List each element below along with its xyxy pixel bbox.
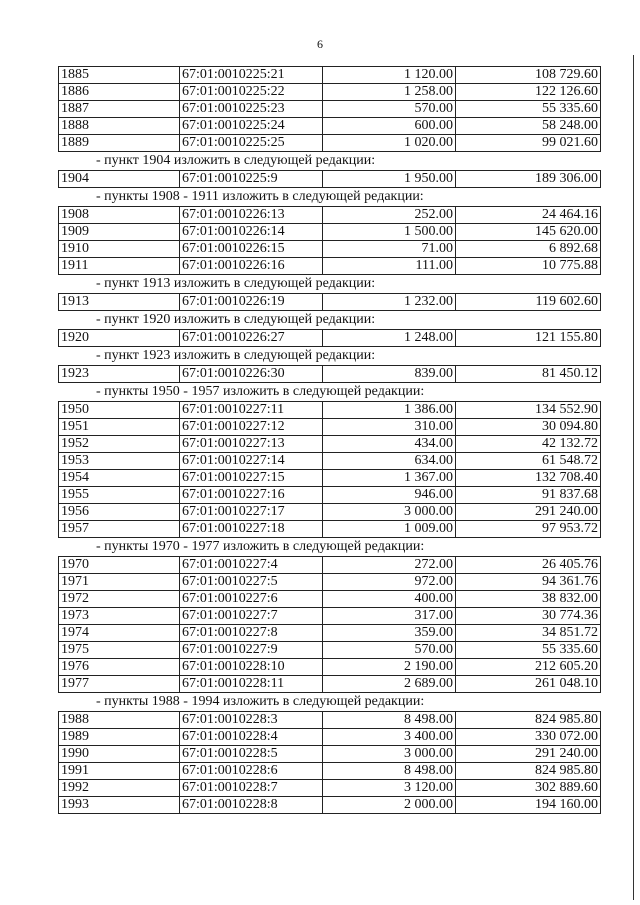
amendment-note: - пункты 1908 - 1911 изложить в следующей редакции: — [96, 189, 424, 204]
area-cell: 400.00 — [323, 591, 456, 608]
table-row — [59, 171, 601, 188]
cost-cell: 6 892.68 — [456, 241, 601, 258]
item-number-cell: 1972 — [59, 591, 180, 608]
area-cell: 1 248.00 — [323, 330, 456, 347]
cost-cell: 194 160.00 — [456, 797, 601, 814]
area-cell: 839.00 — [323, 366, 456, 383]
document-body — [58, 66, 601, 814]
land-plots-table — [58, 329, 601, 347]
cost-cell: 97 953.72 — [456, 521, 601, 538]
cost-cell: 122 126.60 — [456, 84, 601, 101]
item-number-cell: 1971 — [59, 574, 180, 591]
cadastral-number-cell: 67:01:0010227:16 — [180, 487, 323, 504]
table-row — [59, 780, 601, 797]
item-number-cell: 1975 — [59, 642, 180, 659]
cost-cell: 291 240.00 — [456, 504, 601, 521]
cadastral-number-cell: 67:01:0010228:4 — [180, 729, 323, 746]
table-row — [59, 574, 601, 591]
cadastral-number-cell: 67:01:0010227:8 — [180, 625, 323, 642]
land-plots-table — [58, 206, 601, 275]
cost-cell: 58 248.00 — [456, 118, 601, 135]
item-number-cell: 1954 — [59, 470, 180, 487]
cadastral-number-cell: 67:01:0010226:13 — [180, 207, 323, 224]
cost-cell: 302 889.60 — [456, 780, 601, 797]
area-cell: 946.00 — [323, 487, 456, 504]
item-number-cell: 1977 — [59, 676, 180, 693]
cost-cell: 55 335.60 — [456, 101, 601, 118]
cadastral-number-cell: 67:01:0010226:27 — [180, 330, 323, 347]
table-row — [59, 241, 601, 258]
amendment-note: - пункт 1920 изложить в следующей редакции: — [96, 312, 376, 327]
cadastral-number-cell: 67:01:0010228:8 — [180, 797, 323, 814]
table-row — [59, 294, 601, 311]
table-row — [59, 642, 601, 659]
area-cell: 1 258.00 — [323, 84, 456, 101]
item-number-cell: 1991 — [59, 763, 180, 780]
cadastral-number-cell: 67:01:0010227:5 — [180, 574, 323, 591]
area-cell: 8 498.00 — [323, 712, 456, 729]
table-row — [59, 557, 601, 574]
table-row — [59, 797, 601, 814]
table-row — [59, 746, 601, 763]
area-cell: 71.00 — [323, 241, 456, 258]
item-number-cell: 1913 — [59, 294, 180, 311]
amendment-note: - пункты 1970 - 1977 изложить в следующей редакции: — [96, 539, 425, 554]
table-row — [59, 118, 601, 135]
land-plots-table — [58, 365, 601, 383]
cadastral-number-cell: 67:01:0010228:11 — [180, 676, 323, 693]
cost-cell: 34 851.72 — [456, 625, 601, 642]
table-row — [59, 366, 601, 383]
amendment-note: - пункт 1913 изложить в следующей редакции: — [96, 276, 376, 291]
cost-cell: 30 774.36 — [456, 608, 601, 625]
amendment-note: - пункт 1904 изложить в следующей редакции: — [96, 153, 376, 168]
table-row — [59, 659, 601, 676]
cost-cell: 55 335.60 — [456, 642, 601, 659]
area-cell: 8 498.00 — [323, 763, 456, 780]
item-number-cell: 1888 — [59, 118, 180, 135]
cadastral-number-cell: 67:01:0010227:12 — [180, 419, 323, 436]
area-cell: 2 689.00 — [323, 676, 456, 693]
area-cell: 252.00 — [323, 207, 456, 224]
cadastral-number-cell: 67:01:0010225:24 — [180, 118, 323, 135]
cost-cell: 132 708.40 — [456, 470, 601, 487]
table-row — [59, 521, 601, 538]
table-row — [59, 84, 601, 101]
cost-cell: 26 405.76 — [456, 557, 601, 574]
area-cell: 1 120.00 — [323, 67, 456, 84]
area-cell: 1 232.00 — [323, 294, 456, 311]
land-plots-table — [58, 711, 601, 814]
cadastral-number-cell: 67:01:0010227:6 — [180, 591, 323, 608]
area-cell: 3 120.00 — [323, 780, 456, 797]
cadastral-number-cell: 67:01:0010225:22 — [180, 84, 323, 101]
table-row — [59, 402, 601, 419]
cost-cell: 61 548.72 — [456, 453, 601, 470]
area-cell: 600.00 — [323, 118, 456, 135]
item-number-cell: 1990 — [59, 746, 180, 763]
cost-cell: 121 155.80 — [456, 330, 601, 347]
item-number-cell: 1988 — [59, 712, 180, 729]
land-plots-table — [58, 170, 601, 188]
table-row — [59, 436, 601, 453]
table-row — [59, 224, 601, 241]
table-row — [59, 470, 601, 487]
area-cell: 634.00 — [323, 453, 456, 470]
cost-cell: 24 464.16 — [456, 207, 601, 224]
item-number-cell: 1885 — [59, 67, 180, 84]
cadastral-number-cell: 67:01:0010227:13 — [180, 436, 323, 453]
cost-cell: 91 837.68 — [456, 487, 601, 504]
cost-cell: 30 094.80 — [456, 419, 601, 436]
scan-edge-line — [633, 55, 634, 900]
table-row — [59, 67, 601, 84]
cost-cell: 145 620.00 — [456, 224, 601, 241]
item-number-cell: 1955 — [59, 487, 180, 504]
cost-cell: 134 552.90 — [456, 402, 601, 419]
area-cell: 3 000.00 — [323, 746, 456, 763]
table-row — [59, 625, 601, 642]
item-number-cell: 1973 — [59, 608, 180, 625]
item-number-cell: 1889 — [59, 135, 180, 152]
item-number-cell: 1976 — [59, 659, 180, 676]
cadastral-number-cell: 67:01:0010227:17 — [180, 504, 323, 521]
table-row — [59, 487, 601, 504]
area-cell: 310.00 — [323, 419, 456, 436]
item-number-cell: 1992 — [59, 780, 180, 797]
area-cell: 3 000.00 — [323, 504, 456, 521]
table-row — [59, 676, 601, 693]
cadastral-number-cell: 67:01:0010227:14 — [180, 453, 323, 470]
table-row — [59, 419, 601, 436]
land-plots-table — [58, 293, 601, 311]
item-number-cell: 1920 — [59, 330, 180, 347]
table-row — [59, 101, 601, 118]
area-cell: 1 020.00 — [323, 135, 456, 152]
cadastral-number-cell: 67:01:0010228:7 — [180, 780, 323, 797]
area-cell: 972.00 — [323, 574, 456, 591]
area-cell: 434.00 — [323, 436, 456, 453]
cadastral-number-cell: 67:01:0010227:18 — [180, 521, 323, 538]
cost-cell: 81 450.12 — [456, 366, 601, 383]
cost-cell: 42 132.72 — [456, 436, 601, 453]
table-row — [59, 729, 601, 746]
cost-cell: 212 605.20 — [456, 659, 601, 676]
cost-cell: 94 361.76 — [456, 574, 601, 591]
item-number-cell: 1908 — [59, 207, 180, 224]
cadastral-number-cell: 67:01:0010228:5 — [180, 746, 323, 763]
cost-cell: 38 832.00 — [456, 591, 601, 608]
item-number-cell: 1923 — [59, 366, 180, 383]
item-number-cell: 1910 — [59, 241, 180, 258]
table-row — [59, 712, 601, 729]
item-number-cell: 1957 — [59, 521, 180, 538]
cost-cell: 108 729.60 — [456, 67, 601, 84]
land-plots-table — [58, 401, 601, 538]
cadastral-number-cell: 67:01:0010225:23 — [180, 101, 323, 118]
cost-cell: 824 985.80 — [456, 712, 601, 729]
area-cell: 111.00 — [323, 258, 456, 275]
amendment-note: - пункты 1988 - 1994 изложить в следующей редакции: — [96, 694, 425, 709]
item-number-cell: 1911 — [59, 258, 180, 275]
item-number-cell: 1970 — [59, 557, 180, 574]
table-row — [59, 763, 601, 780]
land-plots-table — [58, 556, 601, 693]
cost-cell: 824 985.80 — [456, 763, 601, 780]
cadastral-number-cell: 67:01:0010226:14 — [180, 224, 323, 241]
table-row — [59, 608, 601, 625]
area-cell: 1 500.00 — [323, 224, 456, 241]
cadastral-number-cell: 67:01:0010227:15 — [180, 470, 323, 487]
area-cell: 1 009.00 — [323, 521, 456, 538]
cadastral-number-cell: 67:01:0010226:15 — [180, 241, 323, 258]
amendment-note: - пункты 1950 - 1957 изложить в следующей редакции: — [96, 384, 425, 399]
cost-cell: 99 021.60 — [456, 135, 601, 152]
area-cell: 570.00 — [323, 101, 456, 118]
table-row — [59, 504, 601, 521]
cadastral-number-cell: 67:01:0010225:9 — [180, 171, 323, 188]
cadastral-number-cell: 67:01:0010227:4 — [180, 557, 323, 574]
cadastral-number-cell: 67:01:0010228:6 — [180, 763, 323, 780]
area-cell: 317.00 — [323, 608, 456, 625]
area-cell: 359.00 — [323, 625, 456, 642]
table-row — [59, 258, 601, 275]
amendment-note: - пункт 1923 изложить в следующей редакции: — [96, 348, 376, 363]
area-cell: 1 367.00 — [323, 470, 456, 487]
item-number-cell: 1950 — [59, 402, 180, 419]
item-number-cell: 1952 — [59, 436, 180, 453]
item-number-cell: 1904 — [59, 171, 180, 188]
land-plots-table — [58, 66, 601, 152]
table-row — [59, 135, 601, 152]
page-number: 6 — [317, 37, 323, 51]
cost-cell: 119 602.60 — [456, 294, 601, 311]
table-row — [59, 207, 601, 224]
cadastral-number-cell: 67:01:0010228:3 — [180, 712, 323, 729]
cost-cell: 10 775.88 — [456, 258, 601, 275]
item-number-cell: 1953 — [59, 453, 180, 470]
item-number-cell: 1993 — [59, 797, 180, 814]
area-cell: 1 386.00 — [323, 402, 456, 419]
area-cell: 2 000.00 — [323, 797, 456, 814]
cost-cell: 330 072.00 — [456, 729, 601, 746]
cost-cell: 189 306.00 — [456, 171, 601, 188]
cadastral-number-cell: 67:01:0010227:9 — [180, 642, 323, 659]
item-number-cell: 1951 — [59, 419, 180, 436]
area-cell: 2 190.00 — [323, 659, 456, 676]
item-number-cell: 1974 — [59, 625, 180, 642]
cost-cell: 261 048.10 — [456, 676, 601, 693]
cadastral-number-cell: 67:01:0010226:19 — [180, 294, 323, 311]
area-cell: 1 950.00 — [323, 171, 456, 188]
table-row — [59, 453, 601, 470]
item-number-cell: 1989 — [59, 729, 180, 746]
cadastral-number-cell: 67:01:0010227:7 — [180, 608, 323, 625]
item-number-cell: 1886 — [59, 84, 180, 101]
cadastral-number-cell: 67:01:0010226:16 — [180, 258, 323, 275]
area-cell: 570.00 — [323, 642, 456, 659]
cadastral-number-cell: 67:01:0010227:11 — [180, 402, 323, 419]
cadastral-number-cell: 67:01:0010226:30 — [180, 366, 323, 383]
item-number-cell: 1887 — [59, 101, 180, 118]
item-number-cell: 1909 — [59, 224, 180, 241]
cadastral-number-cell: 67:01:0010228:10 — [180, 659, 323, 676]
cadastral-number-cell: 67:01:0010225:21 — [180, 67, 323, 84]
cost-cell: 291 240.00 — [456, 746, 601, 763]
area-cell: 3 400.00 — [323, 729, 456, 746]
table-row — [59, 330, 601, 347]
area-cell: 272.00 — [323, 557, 456, 574]
cadastral-number-cell: 67:01:0010225:25 — [180, 135, 323, 152]
table-row — [59, 591, 601, 608]
item-number-cell: 1956 — [59, 504, 180, 521]
